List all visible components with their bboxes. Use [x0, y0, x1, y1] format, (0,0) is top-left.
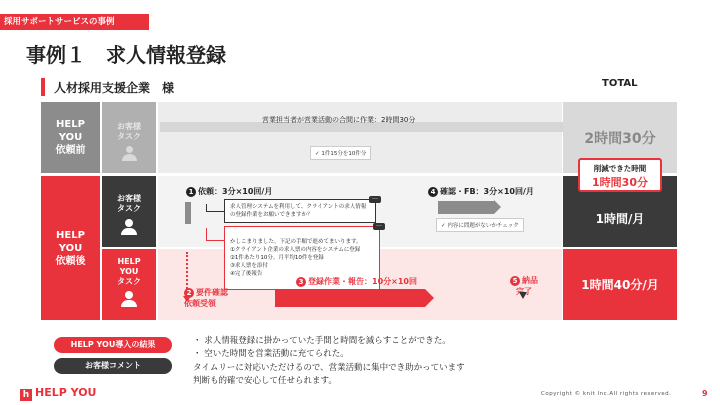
saved-time-label: 削減できた時間 [593, 164, 647, 173]
customer-role-cell [102, 176, 156, 247]
helpyou-role-cell [102, 249, 156, 320]
step1-bar [185, 202, 191, 224]
request-bubble: 求人管理システムを利用して、クライアントの求人情報の登録作業をお願いできますか？ … [224, 199, 376, 223]
step4-bar [438, 201, 494, 214]
client-accent-bar [41, 78, 45, 96]
step4-label: 4 確認・FB：3分×10回/月 [428, 186, 534, 197]
staff-icon [121, 291, 137, 307]
step4-arrow [494, 200, 501, 214]
comment-label: お客様コメント [54, 358, 172, 374]
saved-time-badge [578, 158, 662, 192]
result-label: HELP YOU導入の結果 [54, 337, 172, 353]
total-header: TOTAL [602, 78, 638, 89]
copyright: Copyright © knit Inc.All rights reserved. [541, 391, 672, 397]
reply-bubble: かしこまりました。下記の手順で進めてまいります。 ①クライアント企業の求人票の内容をシステムに登録 ②1件あたり10分。月平均10件を登録 ③求人票を添付 ④完了後報告 … [224, 226, 380, 290]
client-name: 人材採用支援企業 様 [54, 81, 175, 95]
step2-label: 2 要件確認 依頼受領 [184, 288, 228, 308]
connector-line [206, 211, 224, 212]
before-total: 2時間30分 [563, 102, 677, 173]
step3-bar [275, 289, 425, 307]
step3-arrow [425, 289, 434, 307]
step1-label: 1 依頼：3分×10回/月 [186, 186, 272, 197]
helpyou-role-label: HELP YOU タスク [117, 257, 141, 286]
step3-number: 3 [296, 277, 306, 287]
before-role-cell [102, 102, 156, 173]
connector-line [206, 240, 224, 241]
step2-number: 2 [184, 288, 194, 298]
before-task-text: 営業担当者が営業活動の合間に作業：2時間30分 [262, 116, 416, 124]
logo-mark: h [20, 389, 32, 401]
helpyou-logo: h HELP YOU [20, 386, 96, 401]
person-icon [121, 219, 137, 235]
before-label: HELP YOU 依頼前 [41, 102, 100, 173]
result-line-1: ・ 求人情報登録に掛かっていた手間と時間を減らすことができた。 [193, 336, 451, 346]
customer-total: 1時間/月 [563, 176, 677, 247]
more-icon: … [373, 223, 385, 230]
step1-number: 1 [186, 187, 196, 197]
customer-role-label: お客様 タスク [117, 194, 141, 213]
before-task-area [158, 102, 562, 173]
person-icon [122, 146, 136, 160]
result-line-2: ・ 空いた時間を営業活動に充てられた。 [193, 349, 349, 359]
after-label: HELP YOU 依頼後 [41, 176, 100, 320]
step4-number: 4 [428, 187, 438, 197]
page-title: 事例１ 求人情報登録 [26, 43, 226, 67]
page-number: 9 [702, 389, 708, 398]
helpyou-total: 1時間40分/月 [563, 249, 677, 320]
before-role-label: お客様 タスク [117, 122, 141, 141]
step5-arrow [519, 292, 527, 299]
comment-line-1: タイムリーに対応いただけるので、営業活動に集中でき助かっています [193, 363, 465, 373]
more-icon: … [369, 196, 381, 203]
step5-label: 5 納品 完了 [510, 264, 538, 297]
step3-label: 3 登録作業・報告：10分×10回 [296, 276, 417, 287]
saved-time-value: 1時間30分 [592, 176, 648, 189]
connector-line [206, 228, 207, 240]
step5-number: 5 [510, 276, 520, 286]
before-note: ✓ 1件15分を10件分 [310, 146, 371, 160]
section-tag: 採用サポートサービスの事例 [0, 14, 149, 30]
comment-line-2: 判断も的確で安心して任せられます。 [193, 376, 337, 386]
check-note: ✓ 内容に問題がないかチェック [436, 218, 524, 232]
